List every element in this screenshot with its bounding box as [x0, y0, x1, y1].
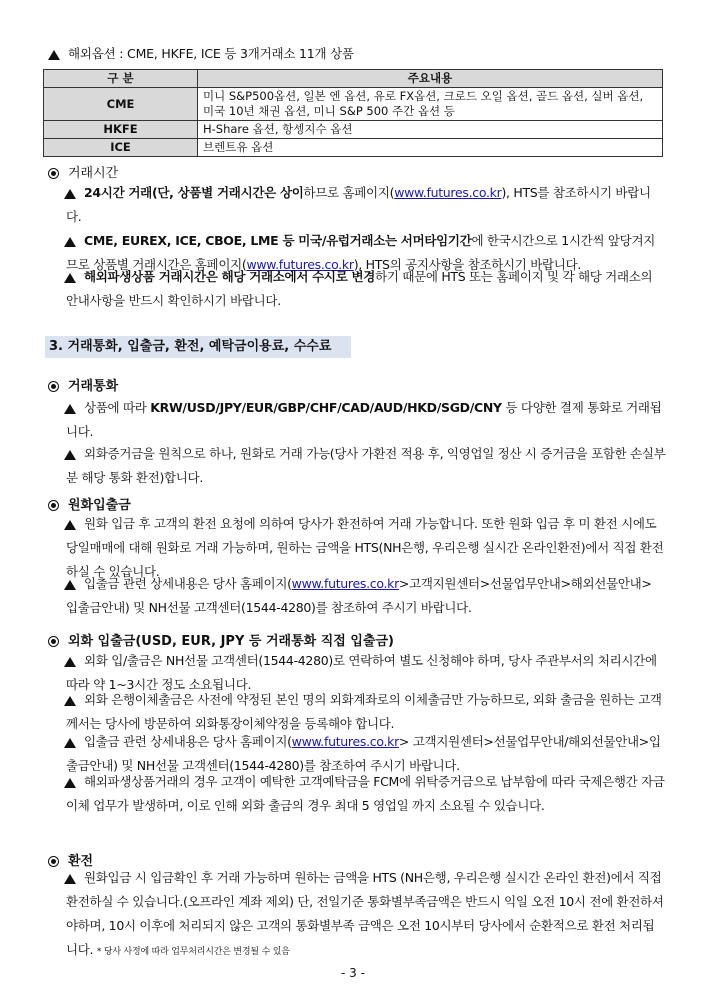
circle-bullet-icon: [48, 856, 59, 867]
triangle-bullet-icon: [64, 580, 76, 590]
table-cell-exchange: HKFE: [44, 121, 198, 139]
exchange-note: * 당사 사정에 따라 업무처리시간은 변경될 수 있음: [96, 947, 290, 957]
table-row: [44, 121, 663, 139]
circle-bullet-icon: [48, 500, 59, 511]
triangle-bullet-icon: [64, 189, 76, 199]
overseas-options-heading: 해외옵션 : CME, HKFE, ICE 등 3개거래소 11개 상품: [48, 44, 354, 62]
triangle-bullet-icon: [64, 237, 76, 247]
table-cell-content: 미니 S&P500옵션, 일본 엔 옵션, 유로 FX옵션, 크로드 오일 옵션, 골드 옵션, 실버 옵션, 미국 10년 채권 옵션, 미니 S&P 500 주간 옵션 등: [198, 88, 663, 121]
table-cell-exchange: ICE: [44, 139, 198, 157]
fx-deposit-title: 외화 입출금(USD, EUR, JPY 등 거래통화 직접 입출금): [48, 630, 394, 649]
table-cell-exchange: CME: [44, 88, 198, 121]
table-cell-content: H-Share 옵션, 항셍지수 옵션: [198, 121, 663, 139]
table-header-row: [44, 70, 663, 88]
fx-deposit-item-3: 입출금 관련 상세내용은 당사 홈페이지(www.futures.co.kr> 고객지원센터>선물업무안내/해외선물안내>입출금안내) 및 NH선물 고객센터(1544-4280)를 참조하여 주시기 바랍니다.: [66, 734, 661, 773]
circle-bullet-icon: [48, 636, 59, 647]
triangle-bullet-icon: [64, 404, 76, 414]
currency-item-1: 상품에 따라 KRW/USD/JPY/EUR/GBP/CHF/CAD/AUD/HKD/SGD/CNY 등 다양한 결제 통화로 거래됩니다.: [66, 400, 662, 439]
triangle-bullet-icon: [64, 738, 76, 748]
trading-hours-item-3: 해외파생상품 거래시간은 해당 거래소에서 수시로 변경하기 때문에 HTS 또는 홈페이지 및 각 해당 거래소의 안내사항을 반드시 확인하시기 바랍니다.: [66, 269, 653, 308]
fx-deposit-item-4: 해외파생상품거래의 경우 고객이 예탁한 고객예탁금을 FCM에 위탁증거금으로 납부함에 따라 국제은행간 자금이체 업무가 발생하며, 이로 인해 외화 출금의 경우 최대 5 영업일 까지 소요될 수 있습니다.: [66, 774, 665, 813]
triangle-bullet-icon: [64, 273, 76, 283]
homepage-link[interactable]: www.futures.co.kr: [291, 576, 399, 591]
exchange-title: 환전: [48, 850, 93, 869]
triangle-bullet-icon: [64, 696, 76, 706]
exchange-item-1: 원화입금 시 입금확인 후 거래 가능하며 원하는 금액을 HTS (NH은행, 우리은행 실시간 온라인 환전)에서 직접 환전하실 수 있습니다.(오프라인 계좌 제외) 단, 전일기준 통화별부족금액은 반드시 익일 오전 10시 전에 환전하셔야하며, 10시 이후에 처리되지 않은 고객의 통화별부족 금액은 오전 10시부터 당사에서 순환적으로 환전 처리됩니다. * 당사 사정에 따라 업무처리시간은 변경될 수 있음: [66, 870, 664, 957]
triangle-bullet-icon: [64, 450, 76, 460]
homepage-link[interactable]: www.futures.co.kr: [291, 734, 399, 749]
triangle-bullet-icon: [64, 657, 76, 667]
krw-deposit-title: 원화입출금: [48, 494, 131, 513]
circle-bullet-icon: [48, 168, 59, 179]
chapter-3-title: 3. 거래통화, 입출금, 환전, 예탁금이용료, 수수료: [45, 336, 351, 358]
triangle-bullet-icon: [48, 50, 60, 60]
krw-deposit-item-2: 입출금 관련 상세내용은 당사 홈페이지(www.futures.co.kr>고객지원센터>선물업무안내>해외선물안내> 입출금안내) 및 NH선물 고객센터(1544-4280)를 참조하여 주시기 바랍니다.: [66, 576, 652, 615]
overseas-options-table: [43, 69, 663, 157]
table-cell-content: 브렌트유 옵션: [198, 139, 663, 157]
table-header-content: 주요내용: [198, 70, 663, 88]
table-row: [44, 139, 663, 157]
triangle-bullet-icon: [64, 520, 76, 530]
table-row: [44, 88, 663, 121]
triangle-bullet-icon: [64, 778, 76, 788]
currency-title: 거래통화: [48, 375, 118, 394]
homepage-link[interactable]: www.futures.co.kr: [394, 185, 502, 200]
table-header-category: 구 분: [44, 70, 198, 88]
page-number: - 3 -: [341, 966, 365, 980]
trading-hours-item-1: 24시간 거래(단, 상품별 거래시간은 상이하므로 홈페이지(www.futures.co.kr), HTS를 참조하시기 바랍니다.: [66, 185, 651, 224]
fx-deposit-item-2: 외화 은행이체출금은 사전에 약정된 본인 명의 외화계좌로의 이체출금만 가능하므로, 외화 출금을 원하는 고객께서는 당사에 방문하여 외화통장이체약정을 등록해야 합니다.: [66, 692, 662, 731]
krw-deposit-item-1: 원화 입금 후 고객의 환전 요청에 의하여 당사가 환전하여 거래 가능합니다. 또한 원화 입금 후 미 환전 시에도 당일매매에 대해 원화로 거래 가능하며, 원하는 금액을 HTS(NH은행, 우리은행 실시간 온라인환전)에서 직접 환전하실 수 있습니다.: [66, 516, 664, 579]
currency-item-2: 외화증거금을 원칙으로 하나, 원화로 거래 가능(당사 가환전 적용 후, 익영업일 정산 시 증거금을 포함한 손실부분 해당 통화 환전)합니다.: [66, 446, 666, 485]
trading-hours-title: 거래시간: [48, 162, 118, 181]
homepage-link[interactable]: www.futures.co.kr: [246, 257, 354, 272]
trading-hours-item-2: CME, EUREX, ICE, CBOE, LME 등 미국/유럽거래소는 서머타임기간에 한국시간으로 1시간씩 앞당겨지므로 상품별 거래시간은 홈페이지(www.futures.co.kr), HTS의 공지사항을 참조하시기 바랍니다.: [66, 233, 655, 272]
circle-bullet-icon: [48, 381, 59, 392]
triangle-bullet-icon: [64, 874, 76, 884]
fx-deposit-item-1: 외화 입/출금은 NH선물 고객센터(1544-4280)로 연락하여 별도 신청해야 하며, 당사 주관부서의 처리시간에 따라 약 1~3시간 정도 소요됩니다.: [66, 653, 657, 692]
